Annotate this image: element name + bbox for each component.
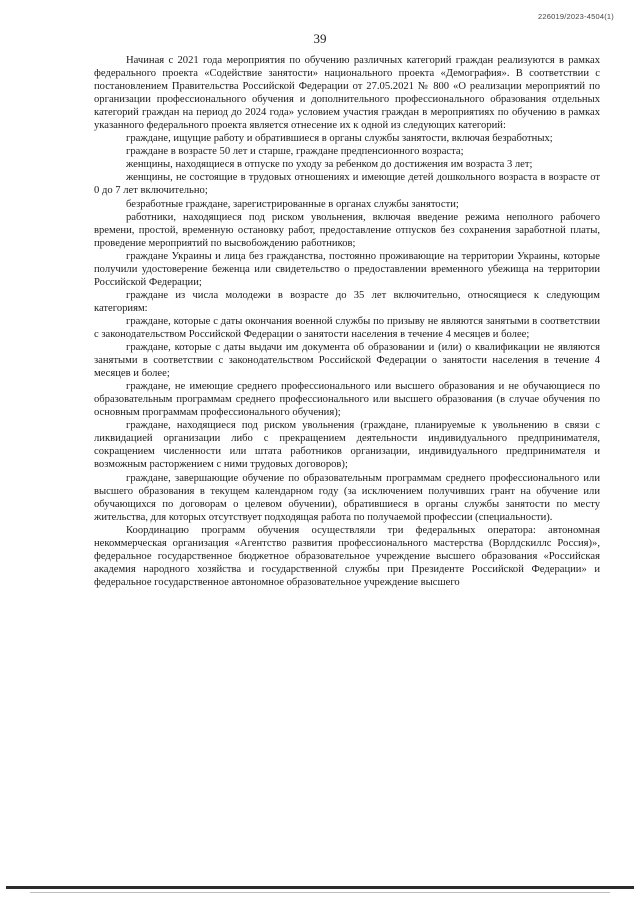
list-item-ukraine-citizens: граждане Украины и лица без гражданства, постоянно проживающие на территории Украины, которые получили удостоверение беженца или свидетельство о предоставлении временного убежища на территории Российской Федерации; — [94, 250, 600, 288]
list-item-unemployed: безработные граждане, зарегистрированные в органах службы занятости; — [126, 198, 459, 210]
list-item-youth-risk-of-dismissal: граждане, находящиеся под риском увольнения (граждане, планируемые к увольнению в связи с ликвидацией организации либо с прекращением деятельности индивидуального предпринимателя, сокращением численности или штата работников организации, индивидуального предпринимателя и возможным расторжением с ними трудовых договоров); — [94, 420, 600, 471]
list-item-youth-no-education: граждане, не имеющие среднего профессионального или высшего образования и не обучающиеся по образовательным программам среднего профессионального или высшего образования (в случае обучения по основным программам профессионального обучения); — [94, 381, 600, 419]
document-body — [94, 54, 600, 589]
bottom-divider-thin — [30, 892, 610, 893]
list-item-parental-leave: женщины, находящиеся в отпуске по уходу за ребенком до достижения им возраста 3 лет; — [126, 159, 533, 171]
page-number: 39 — [313, 31, 327, 46]
list-item-youth-finishing-studies: граждане, завершающие обучение по образовательным программам среднего профессионального или высшего образования в текущем календарном году (за исключением получивших грант на обучение или обучающихся по договорам о целевом обучении), обратившиеся в органы службы занятости по месту жительства, для которых отсутствует подходящая работа по получаемой профессии (специальности). — [94, 472, 600, 523]
list-item-youth-military: граждане, которые с даты окончания военной службы по призыву не являются занятыми в соответствии с законодательством Российской Федерации о занятости населения в течение 4 месяцев и более; — [94, 315, 600, 340]
list-item-women-with-children: женщины, не состоящие в трудовых отношениях и имеющие детей дошкольного возраста в возрасте от 0 до 7 лет включительно; — [94, 172, 600, 197]
paragraph-coordination: Координацию программ обучения осуществляли три федеральных оператора: автономная некоммерческая организация «Агентство развития профессионального мастерства (Ворлдскиллс Россия)», федеральное государственное бюджетное образовательное учреждение высшего образования «Российская академия народного хозяйства и государственной службы при Президенте Российской Федерации» и федеральное государственное автономное образовательное учреждение высшего — [94, 524, 600, 588]
bottom-divider — [6, 886, 634, 889]
list-item-youth-graduates: граждане, которые с даты выдачи им документа об образовании и (или) о квалификации не являются занятыми в соответствии с законодательством Российской Федерации о занятости населения в течение 4 месяцев и более; — [94, 342, 600, 380]
list-item-youth: граждане из числа молодежи в возрасте до 35 лет включительно, относящиеся к следующим категориям: — [94, 289, 600, 314]
list-item-job-seekers: граждане, ищущие работу и обратившиеся в органы службы занятости, включая безработных; — [126, 133, 553, 145]
paragraph-intro: Начиная с 2021 года мероприятия по обучению различных категорий граждан реализуются в рамках федерального проекта «Содействие занятости» национального проекта «Демография». В соответствии с постановлением Правительства Российской Федерации от 27.05.2021 № 800 «О реализации мероприятий по организации профессионального обучения и дополнительного профессионального образования отдельных категорий граждан на период до 2024 года» условием участия граждан в мероприятиях по обучению в рамках указанного федерального проекта является отнесение их к одной из следующих категорий: — [94, 55, 600, 132]
list-item-age-50-plus: граждане в возрасте 50 лет и старше, граждане предпенсионного возраста; — [126, 146, 464, 158]
list-item-risk-of-dismissal: работники, находящиеся под риском увольнения, включая введение режима неполного рабочего времени, простой, временную остановку работ, предоставление отпусков без сохранения заработной платы, проведение мероприятий по высвобождению работников; — [94, 211, 600, 249]
document-id: 226019/2023-4504(1) — [538, 12, 614, 21]
